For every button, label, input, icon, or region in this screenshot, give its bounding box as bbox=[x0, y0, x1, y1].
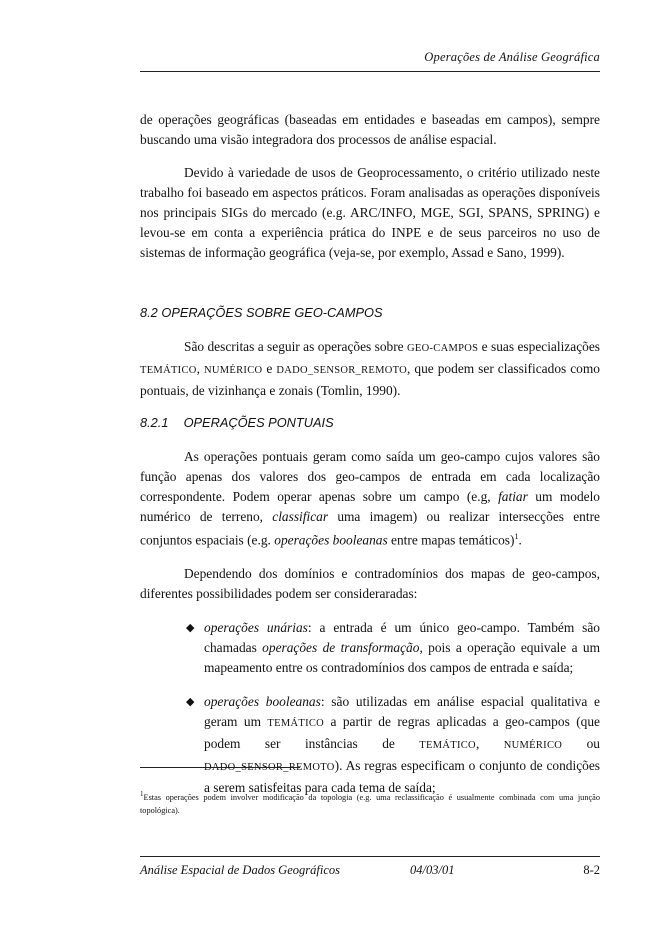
header-rule bbox=[140, 71, 600, 72]
paragraph-continuation: de operações geográficas (baseadas em entidades e baseadas em campos), sempre buscando uma visão integradora dos processos de análise espacial. bbox=[140, 112, 600, 147]
bullet-list bbox=[140, 618, 600, 798]
smallcaps-term: NUMÉRICO bbox=[204, 365, 263, 376]
footnote-text: Estas operações podem involver modificação da topologia (e.g. uma reclassificação é usualmente combinada com uma junção topológica). bbox=[140, 792, 600, 815]
footnote-rule bbox=[140, 767, 300, 768]
section-number: 8.2 bbox=[140, 305, 158, 320]
paragraph-geo-campos: São descritas a seguir as operações sobre GEO-CAMPOS e suas especializações TEMÁTICO, NUMÉRICO e DADO_SENSOR_REMOTO, que podem ser classificados como pontuais, de vizinhança e zonais (Tomlin, 1990). bbox=[140, 339, 600, 398]
paragraph-geoprocessing: Devido à variedade de usos de Geoprocessamento, o critério utilizado neste trabalho foi baseado em aspectos práticos. Foram analisadas as operações disponíveis nos principais SIGs do mercado (e.g. ARC/INFO, MGE, SGI, SPANS, SPRING) e levou-se em conta a experiência prática do INPE e de seus parceiros no uso de sistemas de informação geográfica (veja-se, por exemplo, Assad e Sano, 1999). bbox=[140, 165, 600, 260]
footnote-reference: 1 bbox=[514, 532, 519, 541]
section-heading-8-2 bbox=[140, 303, 600, 323]
section-number: 8.2.1 bbox=[140, 415, 169, 430]
section-title: OPERAÇÕES SOBRE GEO-CAMPOS bbox=[161, 305, 383, 320]
footer-book-title: Análise Espacial de Dados Geográficos bbox=[140, 863, 340, 877]
body-text bbox=[140, 110, 600, 798]
running-header: Operações de Análise Geográfica bbox=[424, 50, 600, 64]
diamond-bullet-icon: ◆ bbox=[186, 622, 195, 635]
footer-rule bbox=[140, 856, 600, 857]
smallcaps-term: DADO_SENSOR_REMOTO bbox=[276, 365, 408, 376]
footer-date: 04/03/01 bbox=[410, 863, 455, 877]
footnote bbox=[140, 788, 600, 817]
smallcaps-term: TEMÁTICO bbox=[140, 365, 197, 376]
section-title: OPERAÇÕES PONTUAIS bbox=[183, 415, 334, 430]
list-item: ◆ operações unárias: a entrada é um único geo-campo. Também são chamadas operações de transformação, pois a operação equivale a um mapeamento entre os contradomínios dos campos de entrada e saída; bbox=[186, 620, 601, 676]
page-number: 8-2 bbox=[583, 863, 600, 877]
list-item: ◆ operações booleanas: são utilizadas em análise espacial qualitativa e geram um TEMÁTICO a partir de regras aplicadas a geo-campos (que podem ser instâncias de TEMÁTICO, NUMÉRICO ou DADO_SENSOR_REMOTO). As regras especificam o conjunto de condições a serem satisfeitas para cada tema de saída; bbox=[186, 694, 601, 796]
footnote-mark: 1 bbox=[140, 790, 144, 798]
section-heading-8-2-1 bbox=[140, 413, 600, 433]
diamond-bullet-icon: ◆ bbox=[186, 696, 195, 709]
smallcaps-term: GEO-CAMPOS bbox=[407, 343, 479, 354]
paragraph-pontuais: As operações pontuais geram como saída um geo-campo cujos valores são função apenas dos valores dos geo-campos de entrada em cada localização correspondente. Podem operar apenas sobre um campo (e.g, fatiar um modelo numérico de terreno, classificar uma imagem) ou realizar intersecções entre conjuntos espaciais (e.g. operações booleanas entre mapas temáticos)$^1$. bbox=[140, 449, 601, 548]
paragraph-dominios: Dependendo dos domínios e contradomínios dos mapas de geo-campos, diferentes possibilidades podem ser consideraradas: bbox=[140, 566, 600, 602]
